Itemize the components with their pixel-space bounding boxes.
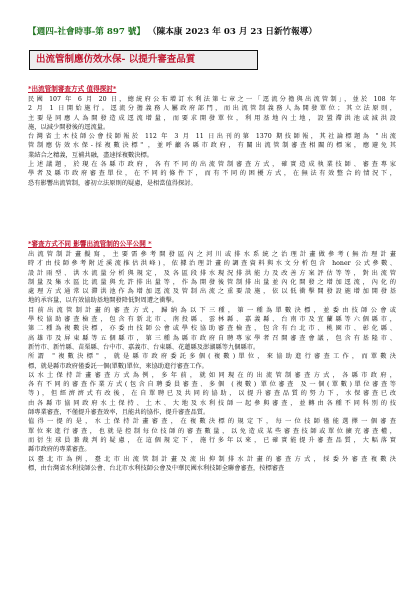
text-line: 而衍生球員兼裁判的疑慮，在這個規定下，施行多年以來，已確實能提升審查品質，大幅落實 xyxy=(28,436,396,444)
text-line: 制量及集水區比流量與允許排出量等，作為開發後管制排出量並內化開發之增加逕流，內化的 xyxy=(28,278,396,286)
text-line: 標，由台灣省水利技師公會、台北市水利技師公會及中華民國水利技師全聯會審查，按標審查 xyxy=(28,464,285,472)
text-line: 縣市政府的專業審查。 xyxy=(28,446,91,454)
text-line: 處理方式通常以滯洪池作為增加逕流及管制出流之重要設施，依以低衝擊開發設施增加開發基 xyxy=(28,288,396,296)
author-dateline: （陳本康 2023 年 03 月 23 日新竹報導） xyxy=(148,27,317,37)
text-line: 單位來進行審查，也就是控制每位技師的審查數量，以免造成某些審查技師或單位擴充審查權， xyxy=(28,427,396,435)
column-label: 【週四-社會時事-第 897 號】 xyxy=(28,27,145,37)
text-line: 業結合之精義，互補共融，盡速採複數決標。 xyxy=(28,151,153,159)
section-heading-2: *審查方式不同 影響出流管制的公平公開 * xyxy=(28,240,152,248)
text-line: 等)，但經濟濟式有改後，在自單聘已及共同的協助，以提升審查品質的努力下，水保審查已改 xyxy=(28,390,396,398)
section-2-body xyxy=(28,250,396,473)
text-line: 地的承容量，以有效協助基地開發降低對周遭之衝擊。 xyxy=(28,297,178,305)
text-line: 以臺北市為例，臺北市出流管制計畫及流出抑制排水計畫的審查方式，採委外審查複數決 xyxy=(28,455,396,463)
section-1-body xyxy=(28,95,396,188)
text-line: 師專業審查，不僅提升審查效率，且能共的協作，提升審查品質。 xyxy=(28,409,210,417)
text-line: 值得一提的是，水土保持計畫審查，在複數決標的規定下，每一位技師僅能選擇一個審查 xyxy=(28,418,396,426)
text-line: 以水土保持計畫審查方式為例，多年前，就如同現在的出流管制審查方式，各縣市政府， xyxy=(28,371,396,379)
text-line: 新竹市、新竹縣、苗栗縣、台中市、嘉義市、台東縣、花蓮縣及澎湖縣等九個縣市。 xyxy=(28,343,260,351)
text-line: 第二種為複數決標，亦委由技師公會或學校協助審查檢查，包含有台北市、桃園市、彰化縣、 xyxy=(28,325,396,333)
text-line: 由各縣市協同政府水土保持、土木、大地及水利技師一起參與審查，並轉由各種不同科別的技 xyxy=(28,399,396,407)
section-heading-1: *出流管制審查方式 值得探討* xyxy=(28,85,117,93)
article-title: 出流管制應仿效水保- 以提升審查品質 xyxy=(29,50,258,70)
text-line: 學者及縣市政府審查單位，在不同的條件下，而有不同的困擾方式，在無法有效整合的情況下， xyxy=(28,170,396,178)
text-line: 高雄市及屏東縣等五個縣市，第三種為縣市政府自聘專家學者召開審查會議，包含有基隆市、 xyxy=(28,334,396,342)
text-line: 2 月 1 日開始施行。逕流分擔義務人屬政府部門，而出流管制義務人為開發單位；其立法原則， xyxy=(28,105,396,113)
text-line: 恐有影響出流管制，審初立法原則的疑慮，是相當值得探討。 xyxy=(28,179,197,187)
text-line: 主要是同應人為開發造成逕流增量，而要求開發單位，利用基地內土地，設置滯洪池或減洪設 xyxy=(28,114,396,122)
text-line: 民國 107 年 6 月 20 日，總統府公布增訂水利法第七章之一「逕流分擔與出流管制」，並於 108 年 xyxy=(28,96,396,103)
text-line: 台灣省土木技師公會技師報於 112 年 3 月 11 日出刊的第 1370 期技師報，其社論標題為 "出流 xyxy=(28,133,396,141)
text-line: 管制應仿效水保-採複數決標" ，並呼籲各縣市政府，有關出流管制審查相關的標案，應避免其 xyxy=(28,142,396,150)
text-line: 設計雨型、洪水流量分析與規定，及各區段排水現況排洪能力及改善方案評估等等，對出流管 xyxy=(28,269,396,277)
text-line: 學校協助審查檢查，包含有新北市、南投縣、雲林縣、嘉義縣、台南市及宜蘭縣等六個縣市， xyxy=(28,316,396,324)
text-line: 標，就是縣市政府僅委託一個(單數)單位，來協助進行審查工作。 xyxy=(28,362,208,370)
text-line: 各有不同的審查作業方式(包含自聘委員審查、多個 (複數) 單位審查 及一個(單數)單位審查等 xyxy=(28,381,396,389)
header-line xyxy=(28,22,398,42)
text-line: 上述議題，於現在各縣市政府，各有不同的出流管制審查方式，確實造成執業技師、審查專家 xyxy=(28,161,396,169)
text-line: 出流管制計畫擬寫，主要需參考開發區內之河川或排水系統之治理計畫做參考(無治理計畫 xyxy=(28,251,396,258)
text-line: 所謂 "複數決標" ，就是縣市政府委託多個(複數)單位，來協助進行審查工作，而單數決 xyxy=(28,353,396,361)
text-line: 時才由技師參考附近溪流推估洪峰)，依據治理計畫的調查資料與水文分析包含 honer 公式參數、 xyxy=(28,260,396,268)
text-line: 目前出流管制計畫的審查方式，歸納為以下三種，第一種為單數決標，並委由技師公會或 xyxy=(28,306,396,314)
text-line: 施，以減少開發後的逕流量。 xyxy=(28,123,110,131)
